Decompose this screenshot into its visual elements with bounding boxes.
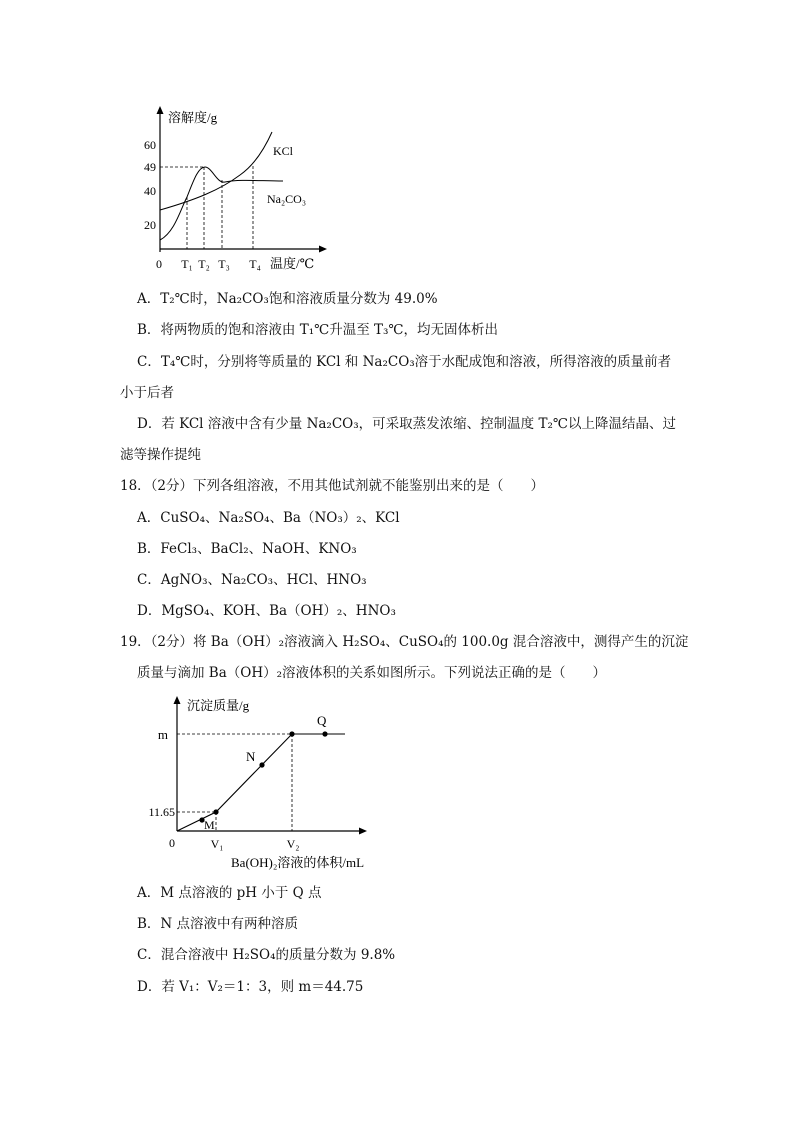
y-axis-label: 沉淀质量/g	[187, 698, 250, 713]
x-tick-t2: T₂	[198, 257, 210, 271]
point-v2	[289, 731, 294, 736]
q18-stem: 18．（2分）下列各组溶液，不用其他试剂就不能鉴别出来的是（ ）	[120, 478, 545, 494]
y-axis-label: 溶解度/g	[168, 110, 218, 125]
point-n	[259, 762, 264, 767]
x-tick-t1: T₁	[181, 257, 193, 271]
origin-label: 0	[156, 257, 162, 271]
q19-option-b: B．N 点溶液中有两种溶质	[137, 916, 299, 932]
y-tick-20: 20	[144, 218, 156, 232]
q17-option-c-cont: 小于后者	[120, 385, 174, 401]
x-tick-t3: T₃	[218, 257, 230, 271]
y-tick-40: 40	[144, 184, 156, 198]
label-q: Q	[317, 713, 327, 728]
y-tick-60: 60	[144, 138, 156, 152]
q18-option-a: A．CuSO₄、Na₂SO₄、Ba（NO₃）₂、KCl	[137, 510, 400, 526]
q19-stem-line2: 质量与滴加 Ba（OH）₂溶液体积的关系如图所示。下列说法正确的是（ ）	[137, 665, 607, 681]
origin-label: 0	[169, 836, 175, 850]
x-tick-t4: T₄	[249, 257, 261, 271]
label-m: M	[204, 818, 215, 832]
x-axis-arrow	[319, 246, 327, 253]
kcl-label: KCl	[273, 144, 294, 158]
q18-option-b: B．FeCl₃、BaCl₂、NaOH、KNO₃	[137, 541, 357, 557]
y-axis-arrow	[157, 106, 164, 114]
q18-option-c: C．AgNO₃、Na₂CO₃、HCl、HNO₃	[137, 572, 367, 588]
point-v1	[213, 809, 218, 814]
na2co3-curve	[160, 167, 283, 240]
x-tick-v1: V₁	[210, 837, 224, 851]
q17-option-b: B．将两物质的饱和溶液由 T₁℃升温至 T₃℃，均无固体析出	[137, 322, 499, 338]
na2co3-label: Na₂CO₃	[267, 192, 307, 206]
q19-option-a: A．M 点溶液的 pH 小于 Q 点	[137, 885, 322, 901]
q19-option-d: D．若 V₁：V₂＝1：3，则 m＝44.75	[137, 979, 364, 995]
q17-option-a: A．T₂℃时，Na₂CO₃饱和溶液质量分数为 49.0%	[137, 291, 438, 307]
x-axis-label: Ba(OH)₂溶液的体积/mL	[231, 855, 365, 870]
kcl-curve	[160, 132, 272, 210]
x-axis-arrow	[359, 828, 367, 835]
q17-option-c: C．T₄℃时，分别将等质量的 KCl 和 Na₂CO₃溶于水配成饱和溶液，所得溶液的质量前者	[137, 354, 672, 370]
x-axis-label: 温度/℃	[270, 256, 315, 271]
precipitate-line	[177, 734, 345, 831]
precipitate-graph	[135, 690, 385, 875]
solubility-graph	[135, 100, 335, 280]
q19-option-c: C．混合溶液中 H₂SO₄的质量分数为 9.8%	[137, 947, 396, 963]
q17-option-d: D．若 KCl 溶液中含有少量 Na₂CO₃，可采取蒸发浓缩、控制温度 T₂℃以上降温结晶、过	[137, 416, 676, 432]
y-tick-11-65: 11.65	[148, 805, 175, 819]
point-q	[322, 731, 327, 736]
y-axis-arrow	[174, 696, 181, 704]
q17-option-d-cont: 滤等操作提纯	[120, 447, 201, 463]
y-tick-49: 49	[144, 160, 156, 174]
label-n: N	[246, 749, 256, 764]
q19-stem-line1: 19．（2分）将 Ba（OH）₂溶液滴入 H₂SO₄、CuSO₄的 100.0g 混合溶液中，测得产生的沉淀	[120, 634, 689, 650]
y-tick-m: m	[157, 727, 168, 742]
x-tick-v2: V₂	[286, 837, 300, 851]
q18-option-d: D．MgSO₄、KOH、Ba（OH）₂、HNO₃	[137, 603, 396, 619]
